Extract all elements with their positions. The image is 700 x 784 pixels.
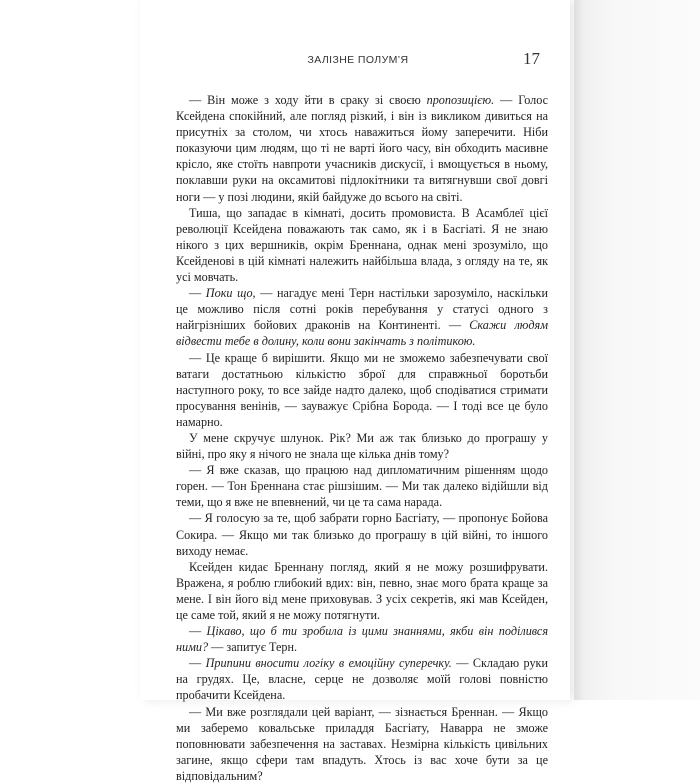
paragraph: — Він може з ходу йти в сраку зі своєю пропозицією. — Голос Ксейдена спокійний, але погляд різкий, і він із викликом дивиться на присутніх за столом, чи хтось наважиться йому заперечити. Ніби показуючи цим людям, що ті не варті його часу, він обходить масивне крісло, яке стоїть навпроти учасників дискусії, і вмощується в ньому, поклавши руки на оксамитові підлокітники та витягнувши свої довгі ноги — у позі людини, якій байдуже до всього на світі. [176,93,549,204]
body-text [176,92,548,784]
paragraph: — Цікаво, що б ти зробила із цими знаннями, якби він поділився ними? — запитує Терн. [176,624,549,655]
paragraph: — Ми вже розглядали цей варіант, — зізнається Бреннан. — Якщо ми заберемо ковальське приладдя Басгіату, Наварра не зможе поповнювати забезпечення на заставах. Незмірна кількість цивільних загине, якщо сфери там впадуть. Хтось із вас хоче бути за це відповідальним? [176,704,548,783]
page-number: 17 [523,49,540,68]
paragraph: — Припини вносити логіку в емоційну суперечку. — Складаю руки на грудях. Це, власне, серце не дозволяє моїй голові повністю пробачити Ксейдена. [176,656,548,703]
page-edge-shadow [574,0,700,700]
paragraph: — Поки що, — нагадує мені Терн настільки зарозуміло, наскільки це можливо після сотні років перебування у статусі одного з найгрізніших бойових драконів на Континенті. — Скажи людям відвести тебе в долину, коли вони закінчать з політикою. [176,286,549,349]
paragraph: — Я вже сказав, що працюю над дипломатичним рішенням щодо горен. — Тон Бреннана стає рішзішим. — Ми так далеко відійшли від теми, що я вже не впевнений, чи це та сама нарада. [176,463,548,510]
paragraph: Тиша, що западає в кімнаті, досить промовиста. В Асамблеї цієї революції Ксейдена поважають так само, як і в Басгіаті. Я не знаю нікого з цих вершників, окрім Бреннана, однак мені зрозуміло, що Ксейденові в цій кімнаті належить найбільша влада, з огляду на те, як усі мовчать. [176,205,548,285]
page-header [176,49,540,73]
running-head: ЗАЛІЗНЕ ПОЛУМ’Я [307,54,409,66]
paragraph: — Я голосую за те, щоб забрати горно Басгіату, — пропонує Бойова Сокира. — Якщо ми так близько до програшу в цій війні, то іншого виходу немає. [176,511,548,558]
paragraph: — Це краще б вирішити. Якщо ми не зможемо забезпечувати свої ватаги достатньою кількістю зброї для справжньої боротьби наступного року, то все зайде надто далеко, щоб сподіватися стримати просування венінів, — зауважує Срібна Борода. — І тоді все це було намарно. [176,350,548,429]
book-page [140,0,570,783]
paragraph: У мене скручує шлунок. Рік? Ми аж так близько до програшу у війні, про яку я нічого не знала ще кілька днів тому? [176,430,548,462]
paragraph: Ксейден кидає Бреннану погляд, який я не можу розшифрувати. Вражена, я роблю глибокий вдих: він, певно, знає мого брата краще за мене. І він його від мене приховував. З усіх секретів, які мав Ксейден, це саме той, який я не можу потягнути. [176,559,548,622]
